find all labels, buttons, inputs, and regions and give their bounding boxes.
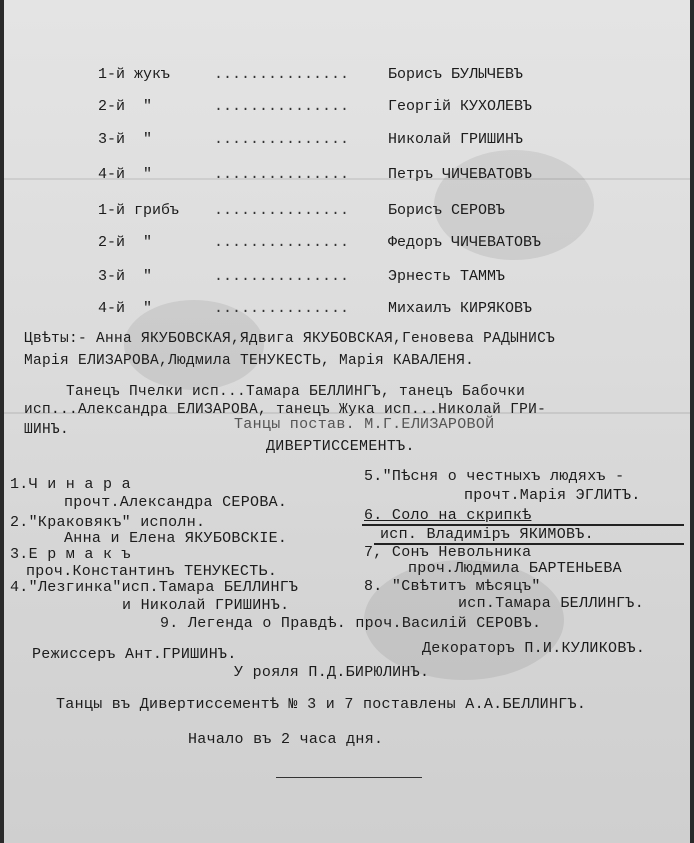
program-sheet <box>4 0 690 843</box>
leader-dots: ............... <box>214 98 350 115</box>
role-name: 1-й жукъ <box>98 66 171 83</box>
dances-staged-stamp: Танцы постав. М.Г.ЕЛИЗАРОВОЙ <box>234 416 495 433</box>
cast-row <box>4 131 690 151</box>
dances-line-3: ШИНЪ. <box>24 422 70 438</box>
program-item-3-performer: проч.Константинъ ТЕНУКЕСТЬ. <box>26 563 278 580</box>
actor-name: Николай ГРИШИНЪ <box>388 131 524 148</box>
leader-dots: ............... <box>214 202 350 219</box>
leader-dots: ............... <box>214 66 350 83</box>
cast-row <box>4 234 690 254</box>
actor-name: Федоръ ЧИЧЕВАТОВЪ <box>388 234 542 251</box>
program-item-5-performer: прочт.Марiя ЭГЛИТЪ. <box>464 487 641 504</box>
program-item-6-title: 6. Соло на скрипкѣ <box>364 507 532 524</box>
start-time: Начало въ 2 часа дня. <box>188 731 384 748</box>
leader-dots: ............... <box>214 131 350 148</box>
leader-dots: ............... <box>214 234 350 251</box>
program-item-3-title: 3.Е р м а к ъ <box>10 546 131 563</box>
role-name: 3-й " <box>98 131 153 148</box>
flowers-line-2: Марiя ЕЛИЗАРОВА,Людмила ТЕНУКЕСТЬ, Марiя КАВАЛЕНЯ. <box>24 353 475 369</box>
cast-row <box>4 268 690 288</box>
program-item-9: 9. Легенда о Правдѣ. проч.Василiй СЕРОВЪ. <box>160 615 542 632</box>
actor-name: Борисъ СЕРОВЪ <box>388 202 506 219</box>
signature-line <box>276 777 422 778</box>
program-item-7-performer: проч.Людмила БАРТЕНЬЕВА <box>408 560 622 577</box>
actor-name: Петръ ЧИЧЕВАТОВЪ <box>388 166 533 183</box>
cast-row <box>4 98 690 118</box>
program-item-2-title: 2."Краковякъ" исполн. <box>10 514 206 531</box>
cast-row <box>4 166 690 186</box>
program-item-4-performer: и Николай ГРИШИНЪ. <box>122 597 290 614</box>
leader-dots: ............... <box>214 300 350 317</box>
program-item-7-title: 7, Сонъ Невольника <box>364 544 532 561</box>
leader-dots: ............... <box>214 166 350 183</box>
role-name: 2-й " <box>98 234 153 251</box>
cast-row <box>4 300 690 320</box>
director-credit: Режиссеръ Ант.ГРИШИНЪ. <box>32 646 237 663</box>
program-item-8-title: 8. "Свѣтитъ мѣсяцъ" <box>364 578 541 595</box>
divertissement-title: ДИВЕРТИССЕМЕНТЪ. <box>266 438 415 455</box>
dances-line-2: исп...Александра ЕЛИЗАРОВА, танецъ Жука исп...Николай ГРИ- <box>24 402 547 418</box>
piano-credit: У рояля П.Д.БИРЮЛИНЪ. <box>234 664 430 681</box>
program-item-5-title: 5."Пѣсня о честныхъ людяхъ - <box>364 468 625 485</box>
role-name: 3-й " <box>98 268 153 285</box>
program-item-1-performer: прочт.Александра СЕРОВА. <box>64 494 288 511</box>
role-name: 2-й " <box>98 98 153 115</box>
flowers-line-1: Цвѣты:- Анна ЯКУБОВСКАЯ,Ядвига ЯКУБОВСКАЯ,Геновева РАДЫНИСЪ <box>24 331 556 347</box>
actor-name: Михаилъ КИРЯКОВЪ <box>388 300 533 317</box>
program-item-1-title: 1.Ч и н а р а <box>10 476 131 493</box>
role-name: 1-й грибъ <box>98 202 180 219</box>
role-name: 4-й " <box>98 166 153 183</box>
actor-name: Георгiй КУХОЛЕВЪ <box>388 98 533 115</box>
decorator-credit: Декораторъ П.И.КУЛИКОВЪ. <box>422 640 646 657</box>
dances-note: Танцы въ Дивертиссементѣ № 3 и 7 поставлены А.А.БЕЛЛИНГЪ. <box>56 696 587 713</box>
program-item-6-performer: исп. Владимiръ ЯКИМОВЪ. <box>380 526 594 543</box>
dances-line-1: Танецъ Пчелки исп...Тамара БЕЛЛИНГЪ, танецъ Бабочки <box>66 384 526 400</box>
actor-name: Эрнесть ТАММЪ <box>388 268 506 285</box>
cast-row <box>4 66 690 86</box>
program-item-8-performer: исп.Тамара БЕЛЛИНГЪ. <box>458 595 645 612</box>
cast-row <box>4 202 690 222</box>
program-item-4-title: 4."Лезгинка"исп.Тамара БЕЛЛИНГЪ <box>10 579 299 596</box>
actor-name: Борисъ БУЛЫЧЕВЪ <box>388 66 524 83</box>
role-name: 4-й " <box>98 300 153 317</box>
program-item-2-performer: Анна и Елена ЯКУБОВСКIЕ. <box>64 530 288 547</box>
leader-dots: ............... <box>214 268 350 285</box>
